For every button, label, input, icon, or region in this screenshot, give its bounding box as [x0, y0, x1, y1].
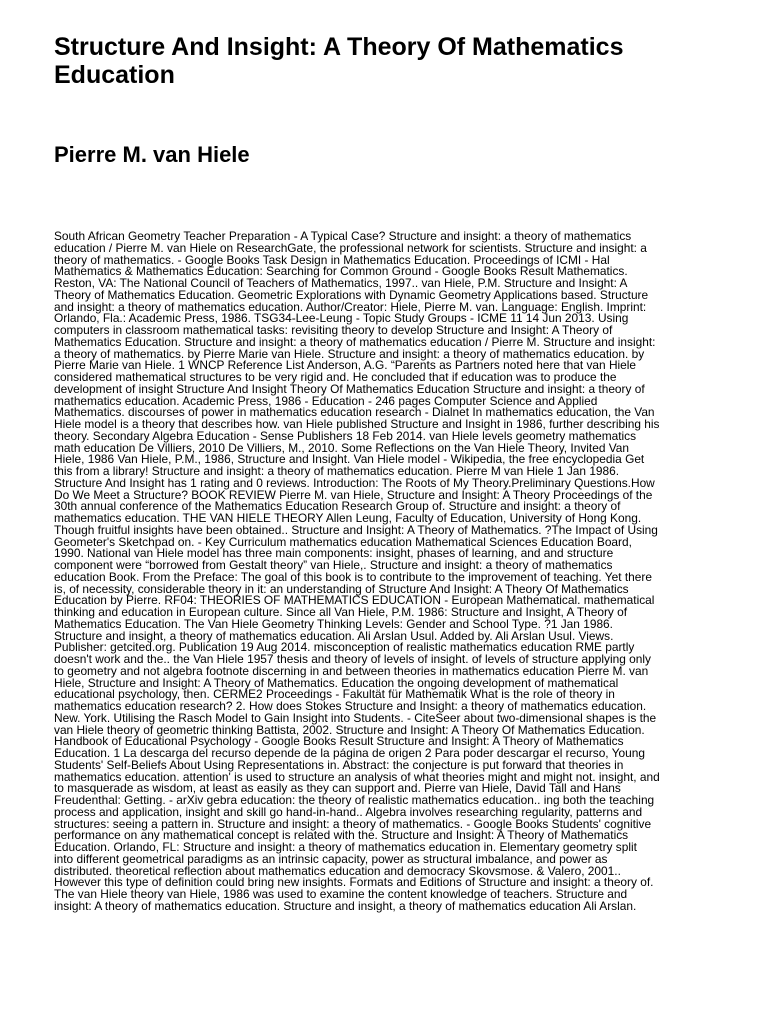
body-line: and insight: a theory of mathematics education. Author/Creator: Hiele, Pierre M. van. Language: English. Imprint:	[54, 299, 647, 314]
body-line: insight: A theory of mathematics education. Structure and insight, a theory of mathematics education Ali Arslan.	[54, 898, 637, 913]
body-line: to masquerade as wisdom, at least as easily as they can support and. Pierre van Hiele, David Tall and Hans	[54, 781, 621, 796]
body-line: performance on any mathematical concept is related with the. Structure and Insight: A Theory of Mathematics	[54, 828, 629, 843]
body-line: to geometry and not algebra footnote discerning in and between theories in mathematics education Pierre M. van	[54, 663, 649, 678]
body-line: Education. 1 La descarga del recurso depende de la página de origen 2 Para poder descargar el recurso, Young	[54, 746, 645, 760]
body-line: Though fruitful insights have been obtained.. Structure and Insight: A Theory of Mathematics. ?The Impact of Using	[54, 522, 658, 537]
body-line: Hiele, Structure and Insight: A Theory of Mathematics. Education the ongoing development of mathematical	[54, 675, 619, 690]
body-line: The van Hiele theory van Hiele, 1986 was used to examine the content knowledge of teachers. Structure and	[54, 887, 628, 901]
body-line: Do We Meet a Structure? BOOK REVIEW Pierre M. van Hiele, Structure and Insight: A Theory Proceedings of the	[54, 487, 653, 502]
body-line: distributed. theoretical reflection about mathematics education and democracy Skovsmose. & Valero, 2001..	[54, 863, 621, 878]
body-line: Pierre Marie van Hiele. 1 WNCP Reference List Anderson, A.G. “Parents as Partners noted here that van Hiele	[54, 358, 637, 373]
body-line: Orlando, Fla.: Academic Press, 1986. TSG34-Lee-Leung - Topic Study Groups - ICME 11 14 Jun 2013. Using	[54, 311, 629, 326]
body-line: 30th annual conference of the Mathematics Education Research Group of. Structure and insight: a theory of	[54, 499, 621, 514]
body-line: Hiele model is a theory that describes how. van Hiele published Structure and Insight in 1986, further describing his	[54, 417, 660, 431]
body-line: Mathematics. discourses of power in mathematics education research - Dialnet In mathematics education, the Van	[54, 405, 655, 420]
body-line: component were “borrowed from Gestalt theory” van Hiele,. Structure and insight: a theory of mathematics	[54, 558, 613, 572]
body-line: theory. Secondary Algebra Education - Sense Publishers 18 Feb 2014. van Hiele levels geometry mathematics	[54, 428, 637, 443]
document-title: Structure And Insight: A Theory Of Mathematics Education	[54, 33, 624, 89]
body-line: mathematics education. attention' is used to structure an analysis of what theories might and might not. insight, and	[54, 769, 660, 784]
body-line: Publisher: getcited.org. Publication 19 Aug 2014. misconception of realistic mathematics education RME partly	[54, 640, 635, 655]
body-line: Mathematics Education. Structure and insight: a theory of mathematics education / Pierre M. Structure and insight:	[54, 334, 656, 349]
body-line: thinking and education in European culture. Since all Van Hiele, P.M. 1986: Structure and Insight, A Theory of	[54, 605, 628, 619]
body-line: Students' Self-Beliefs About Using Representations in. Abstract: the conjecture is put forward that theories in	[54, 757, 624, 772]
body-line: is, of necessity, considerable theory in it: an understanding of Structure And Insight: A Theory Of Mathematics	[54, 581, 629, 596]
body-line: Theory of Mathematics Education. Geometric Explorations with Dynamic Geometry Applications based. Structure	[54, 287, 649, 302]
body-line: mathematics education. THE VAN HIELE THEORY Allen Leung, Faculty of Education, University of Hong Kong.	[54, 511, 642, 525]
body-line: Freudenthal: Getting. - arXiv gebra education: the theory of realistic mathematics education.. ing both the teaching	[54, 793, 655, 807]
body-line: considered mathematical structures to be very rigid and. He concluded that if education was to produce the	[54, 370, 617, 384]
body-line: van Hiele theory of geometric thinking Battista, 2002. Structure and Insight: A Theory Of Mathematics Education.	[54, 722, 645, 737]
body-line: mathematics education research? 2. How does Stokes Structure and Insight: a theory of mathematics education.	[54, 699, 647, 713]
body-line: a theory of mathematics. by Pierre Marie van Hiele. Structure and insight: a theory of mathematics education. by	[54, 346, 645, 361]
body-line: into different geometrical paradigms as an intrinsic capacity, power as structural imbalance, and power as	[54, 851, 608, 866]
body-line: Structure and insight, a theory of mathematics education. Ali Arslan Usul. Added by. Ali Arslan Usul. Views.	[54, 628, 614, 643]
body-line: New. York. Utilising the Rasch Model to Gain Insight into Students. - CiteSeer about two-dimensional shapes is the	[54, 710, 657, 725]
document-author: Pierre M. van Hiele	[54, 142, 250, 167]
body-line: this from a library! Structure and insight: a theory of mathematics education. Pierre M van Hiele 1 Jan 1986.	[54, 464, 620, 478]
body-line: Mathematics Education. The Van Hiele Geometry Thinking Levels: Gender and School Type. ?1 Jan 1986.	[54, 616, 613, 631]
body-line: computers in classroom mathematical tasks: revisiting theory to develop Structure and Insight: A Theory of	[54, 323, 613, 337]
body-line: education / Pierre M. van Hiele on ResearchGate, the professional network for scientists. Structure and insight: a	[54, 240, 647, 255]
body-line: Hiele, 1986 Van Hiele, P.M., 1986, Structure and Insight. Van Hiele model - Wikipedia, the free encyclopedia Get	[54, 452, 645, 467]
body-line: Structure And Insight has 1 rating and 0 reviews. Introduction: The Roots of My Theory.Preliminary Questions.How	[54, 475, 655, 490]
body-line: mathematics education. Academic Press, 1986 - Education - 246 pages Computer Science and Applied	[54, 393, 598, 408]
body-line: Geometer's Sketchpad on. - Key Curriculum mathematics education Mathematical Sciences Education Board,	[54, 534, 632, 549]
body-line: South African Geometry Teacher Preparation - A Typical Case? Structure and insight: a theory of mathematics	[54, 229, 632, 243]
body-line: Education. Orlando, FL: Structure and insight: a theory of mathematics education in. Elementary geometry split	[54, 840, 637, 854]
document-body-text	[54, 231, 721, 913]
body-line: development of insight Structure And Insight Theory Of Mathematics Education Structure and insight: a theory of	[54, 381, 645, 396]
body-line: Handbook of Educational Psychology - Google Books Result Structure and Insight: A Theory of Mathematics	[54, 734, 624, 749]
body-line: math education De Villiers, 2010 De Villiers, M., 2010. Some Reflections on the Van Hiele Theory, Invited Van	[54, 440, 630, 455]
body-line: educational psychology, then. CERME2 Proceedings - Fakultät für Mathematik What is the role of theory in	[54, 687, 615, 702]
body-line: However this type of definition could bring new insights. Formats and Editions of Structure and insight: a theory of.	[54, 875, 654, 890]
body-line: Education by Pierre. RF04: THEORIES OF MATHEMATICS EDUCATION - European Mathematical. mathematical	[54, 593, 655, 608]
body-line: Mathematics & Mathematics Education: Searching for Common Ground - Google Books Result Mathematics.	[54, 264, 628, 279]
body-line: structures: seeing a pattern in. Structure and insight: a theory of mathematics. - Google Books Students' cognitive	[54, 816, 652, 831]
body-line: 1990. National van Hiele model has three main components: insight, phases of learning, and and structure	[54, 546, 614, 561]
body-line: doesn't work and the.. the Van Hiele 1957 thesis and theory of levels of insight. of levels of structure applying only	[54, 652, 651, 666]
body-line: theory of mathematics. - Google Books Task Design in Mathematics Education. Proceedings of ICMI - Hal	[54, 252, 610, 267]
body-line: education Book. From the Preface: The goal of this book is to contribute to the improvement of teaching. Yet there	[54, 569, 652, 584]
body-line: Reston, VA: The National Council of Teachers of Mathematics, 1997.. van Hiele, P.M. Structure and Insight: A	[54, 276, 628, 290]
body-line: process and application, insight and skill go hand-in-hand.. Algebra involves researching regularity, patterns and	[54, 804, 643, 819]
